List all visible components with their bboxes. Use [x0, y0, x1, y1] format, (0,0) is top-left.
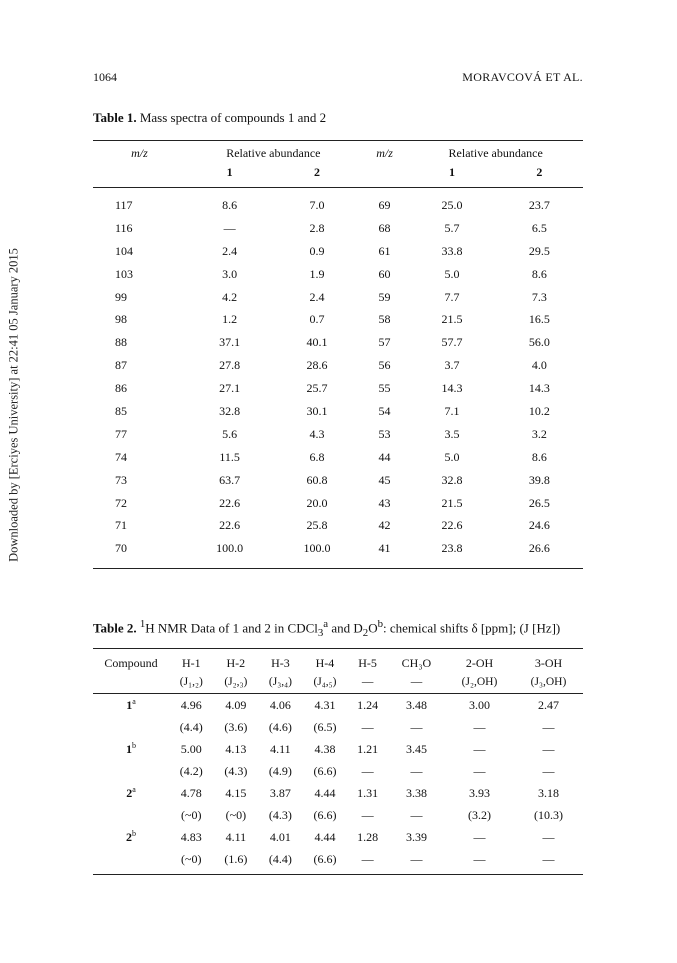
table-cell: 3.0 [222, 266, 238, 281]
coupling-cell: — [361, 851, 374, 866]
table-cell: 3.7 [444, 358, 460, 373]
table-cell: 45 [378, 472, 391, 487]
table-row [93, 331, 583, 354]
table-cell: 58 [378, 312, 391, 327]
coupling-cell: (~0) [181, 807, 202, 822]
table-cell: 2.4 [222, 243, 238, 258]
table-cell: 5.0 [444, 449, 460, 464]
coupling-cell: (6.6) [313, 851, 337, 866]
coupling-cell: — [542, 763, 555, 778]
table-cell: 22.6 [219, 518, 241, 533]
coupling-cell: (~0) [225, 807, 247, 822]
table-cell: 100.0 [303, 541, 331, 556]
table-cell: 86 [115, 381, 127, 396]
table-cell: 59 [378, 289, 391, 304]
table-cell: 74 [115, 449, 127, 464]
table-cell: 104 [115, 243, 133, 258]
table-cell: 25.7 [306, 381, 328, 396]
table-cell: 11.5 [219, 449, 240, 464]
shift-cell: 4.11 [270, 741, 291, 756]
nmr-col-subheader: — [388, 671, 445, 694]
table-cell: 53 [378, 426, 391, 441]
shift-cell: 4.78 [180, 785, 202, 800]
subcol-1-right: 1 [408, 165, 495, 188]
table-cell: 57.7 [441, 335, 463, 350]
table-row [93, 240, 583, 263]
shift-cell: 4.01 [269, 829, 291, 844]
table-cell: 5.0 [444, 266, 460, 281]
table-cell: 1.9 [309, 266, 325, 281]
table-cell: 100.0 [216, 541, 244, 556]
table-row [93, 537, 583, 568]
table-cell: 21.5 [441, 495, 463, 510]
shift-cell: 3.93 [469, 785, 490, 800]
table-cell: 87 [115, 358, 127, 373]
shift-cell: 4.38 [314, 741, 336, 756]
table-row [93, 400, 583, 423]
coupling-cell: (3.2) [468, 807, 491, 822]
table-cell: 71 [115, 518, 127, 533]
table-cell: 88 [115, 335, 127, 350]
nmr-col-header: H-4 [315, 656, 335, 670]
table-cell: 117 [115, 197, 133, 212]
shift-cell: — [542, 829, 555, 844]
table-cell: 23.8 [441, 541, 463, 556]
page-number: 1064 [93, 70, 117, 84]
compound-blank [93, 760, 169, 782]
coupling-cell: (~0) [181, 851, 202, 866]
compound-label: 2$^b$ [126, 829, 136, 844]
table-cell: 1.2 [222, 312, 238, 327]
table-cell: 43 [378, 495, 391, 510]
subcol-1-left: 1 [186, 165, 273, 188]
table-cell: 20.0 [306, 495, 328, 510]
coupling-cell: (4.4) [179, 719, 203, 734]
nmr-coupling-row [93, 760, 583, 782]
shift-cell: 4.15 [225, 785, 247, 800]
table-cell: 5.7 [444, 220, 460, 235]
col-mz-right: m/z [376, 145, 393, 160]
table-cell: 68 [378, 220, 391, 235]
table-cell: 42 [378, 518, 391, 533]
nmr-col-subheader: — [347, 671, 388, 694]
coupling-cell: — [361, 719, 374, 734]
table-cell: 8.6 [222, 197, 238, 212]
nmr-shift-row [93, 694, 583, 717]
shift-cell: 1.21 [357, 741, 379, 756]
table-cell: 22.6 [219, 495, 241, 510]
table-cell: 10.2 [528, 403, 550, 418]
table-cell: 29.5 [528, 243, 550, 258]
table-cell: 7.0 [309, 197, 325, 212]
nmr-col-subheader: (J₄,₅) [303, 671, 348, 694]
table-cell: 2.4 [309, 289, 325, 304]
shift-cell: 4.44 [314, 829, 336, 844]
coupling-cell: — [410, 807, 423, 822]
table-cell: 72 [115, 495, 127, 510]
coupling-cell: (4.4) [268, 851, 292, 866]
nmr-col-subheader: (J₃,₄) [258, 671, 303, 694]
table-row [93, 217, 583, 240]
table-cell: 60.8 [306, 472, 328, 487]
shift-cell: 4.31 [314, 697, 336, 712]
table-row [93, 469, 583, 492]
table-cell: 55 [378, 381, 391, 396]
table-row [93, 423, 583, 446]
table-cell: 28.6 [306, 358, 328, 373]
table-cell: 32.8 [441, 472, 463, 487]
shift-cell: 4.13 [225, 741, 247, 756]
table-cell: 27.8 [219, 358, 241, 373]
coupling-cell: — [361, 807, 374, 822]
shift-cell: 3.00 [469, 697, 490, 712]
coupling-cell: (3.6) [224, 719, 248, 734]
table-cell: 41 [378, 541, 391, 556]
table-cell: 6.5 [531, 220, 547, 235]
nmr-col-subheader: (J₂,₃) [214, 671, 259, 694]
table-cell: 23.7 [528, 197, 550, 212]
shift-cell: — [542, 741, 555, 756]
table-cell: 32.8 [219, 403, 241, 418]
table-cell: 99 [115, 289, 127, 304]
table-cell: 7.1 [444, 403, 460, 418]
table2-label: Table 2. [93, 620, 137, 636]
table-cell: 54 [378, 403, 391, 418]
nmr-coupling-row [93, 804, 583, 826]
shift-cell: 3.39 [405, 829, 427, 844]
coupling-cell: — [361, 763, 374, 778]
table-cell: 77 [115, 426, 127, 441]
table-cell: 27.1 [219, 381, 241, 396]
shift-cell: 5.00 [180, 741, 202, 756]
coupling-cell: (4.9) [268, 763, 292, 778]
coupling-cell: — [473, 719, 486, 734]
shift-cell: 4.11 [225, 829, 247, 844]
nmr-subheader-blank [93, 671, 169, 694]
shift-cell: 1.24 [357, 697, 379, 712]
compound-label: 1$^b$ [126, 741, 136, 756]
shift-cell: 3.48 [405, 697, 427, 712]
nmr-coupling-row [93, 716, 583, 738]
nmr-col-header: H-5 [358, 656, 377, 670]
coupling-cell: — [542, 719, 555, 734]
nmr-col-subheader: (J₂,OH) [445, 671, 514, 694]
table-cell: 14.3 [528, 381, 550, 396]
nmr-col-header: Compound [104, 656, 158, 670]
nmr-col-header: CH₃O [401, 656, 432, 670]
coupling-cell: — [473, 851, 486, 866]
coupling-cell: — [410, 719, 423, 734]
table-cell: 44 [378, 449, 391, 464]
table-row [93, 286, 583, 309]
shift-cell: 4.83 [180, 829, 202, 844]
table-cell: 14.3 [441, 381, 463, 396]
shift-cell: 4.44 [314, 785, 336, 800]
table-row [93, 354, 583, 377]
coupling-cell: — [542, 851, 555, 866]
nmr-col-subheader: (J₃,OH) [514, 671, 583, 694]
download-note: Downloaded by [Erciyes University] at 22:41 05 January 2015 [6, 248, 21, 562]
table-cell: 25.0 [441, 197, 463, 212]
table-cell: 4.0 [531, 358, 547, 373]
coupling-cell: (6.6) [313, 807, 337, 822]
table-row [93, 377, 583, 400]
coupling-cell: (4.3) [268, 807, 292, 822]
table-cell: 8.6 [531, 449, 547, 464]
table-cell: 56.0 [528, 335, 550, 350]
subcol-2-right: 2 [496, 165, 583, 188]
table-cell: 7.7 [444, 289, 460, 304]
coupling-cell: (4.6) [268, 719, 292, 734]
compound-blank [93, 804, 169, 826]
table-cell: 4.3 [309, 426, 325, 441]
table-cell: 0.7 [309, 312, 325, 327]
table-cell: 0.9 [309, 243, 325, 258]
subcol-blank-right [361, 165, 409, 188]
coupling-cell: (10.3) [533, 807, 563, 822]
table-cell: 56 [378, 358, 391, 373]
shift-cell: 4.96 [180, 697, 202, 712]
col-rel-abundance-left: Relative abundance [226, 145, 321, 160]
table-cell: 116 [115, 220, 133, 235]
nmr-col-header: H-1 [181, 656, 201, 670]
shift-cell: 3.18 [537, 785, 559, 800]
nmr-col-header: H-2 [226, 656, 246, 670]
shift-cell: 3.45 [405, 741, 427, 756]
shift-cell: — [473, 741, 486, 756]
table-cell: 21.5 [441, 312, 463, 327]
table-cell: 60 [378, 266, 391, 281]
table-cell: 30.1 [306, 403, 328, 418]
compound-label: 1$^a$ [126, 697, 136, 712]
table-cell: 57 [378, 335, 391, 350]
compound-label: 2$^a$ [126, 785, 136, 800]
table-cell: 16.5 [528, 312, 550, 327]
table-cell: 85 [115, 403, 127, 418]
coupling-cell: — [410, 851, 423, 866]
subcol-2-left: 2 [273, 165, 360, 188]
shift-cell: — [473, 829, 486, 844]
table-cell: 73 [115, 472, 127, 487]
table-cell: 8.6 [531, 266, 547, 281]
table-cell: 22.6 [441, 518, 463, 533]
table-cell: 24.6 [528, 518, 550, 533]
table-row [93, 263, 583, 286]
coupling-cell: (6.6) [313, 763, 337, 778]
shift-cell: 3.87 [269, 785, 291, 800]
table-cell: 7.3 [531, 289, 547, 304]
shift-cell: 4.09 [225, 697, 247, 712]
nmr-shift-row [93, 782, 583, 804]
table2-caption: Table 2. $^1$H NMR Data of 1 and 2 in CDCl$_3^a$ and $D_2O^b$: chemical shifts δ [ppm]; (J [Hz]) [93, 618, 561, 639]
table-cell: 3.2 [531, 426, 547, 441]
table-cell: 69 [378, 197, 391, 212]
table1-caption [93, 110, 326, 126]
table-cell: 70 [115, 541, 127, 556]
coupling-cell: — [473, 763, 486, 778]
nmr-shift-row [93, 738, 583, 760]
running-title: MORAVCOVÁ ET AL. [462, 70, 583, 84]
nmr-col-header: 2-OH [465, 656, 494, 670]
coupling-cell: (4.2) [179, 763, 203, 778]
nmr-col-header: H-3 [271, 656, 290, 670]
nmr-col-header: 3-OH [534, 656, 563, 670]
coupling-cell: (4.3) [224, 763, 248, 778]
shift-cell: 1.28 [357, 829, 379, 844]
nmr-col-subheader: (J₁,₂) [169, 671, 214, 694]
compound-blank [93, 716, 169, 738]
nmr-coupling-row [93, 848, 583, 875]
table-row [93, 514, 583, 537]
table-cell: 39.8 [528, 472, 550, 487]
nmr-data-table [93, 648, 583, 875]
table-cell: 63.7 [219, 472, 241, 487]
table1-title: Mass spectra of compounds 1 and 2 [139, 110, 327, 125]
coupling-cell: (6.5) [313, 719, 337, 734]
table-cell: 5.6 [222, 426, 238, 441]
shift-cell: 1.31 [357, 785, 379, 800]
table-cell: 26.5 [528, 495, 550, 510]
compound-blank [93, 848, 169, 875]
table-cell: 25.8 [306, 518, 328, 533]
coupling-cell: — [410, 763, 423, 778]
subcol-blank-left [93, 165, 186, 188]
table-cell: 103 [115, 266, 133, 281]
table-cell: 37.1 [219, 335, 241, 350]
table-cell: 61 [378, 243, 391, 258]
nmr-shift-row [93, 826, 583, 848]
table-row [93, 308, 583, 331]
mass-spectra-table [93, 140, 583, 569]
shift-cell: 2.47 [537, 697, 559, 712]
table-cell: 26.6 [528, 541, 550, 556]
coupling-cell: (1.6) [224, 851, 248, 866]
table-cell: 2.8 [309, 220, 325, 235]
table-row [93, 188, 583, 217]
table-cell: 4.2 [222, 289, 238, 304]
shift-cell: 3.38 [405, 785, 427, 800]
table-row [93, 446, 583, 469]
table-cell: 3.5 [444, 426, 460, 441]
col-rel-abundance-right: Relative abundance [448, 145, 543, 160]
table-cell: 40.1 [306, 335, 328, 350]
col-mz-left: m/z [131, 145, 148, 160]
shift-cell: 4.06 [269, 697, 291, 712]
table-row [93, 492, 583, 515]
table-cell: — [223, 220, 236, 235]
table-cell: 6.8 [309, 449, 325, 464]
download-watermark [3, 150, 25, 660]
table-cell: 33.8 [441, 243, 463, 258]
table1-label: Table 1. [93, 110, 137, 125]
table-cell: 98 [115, 312, 127, 327]
